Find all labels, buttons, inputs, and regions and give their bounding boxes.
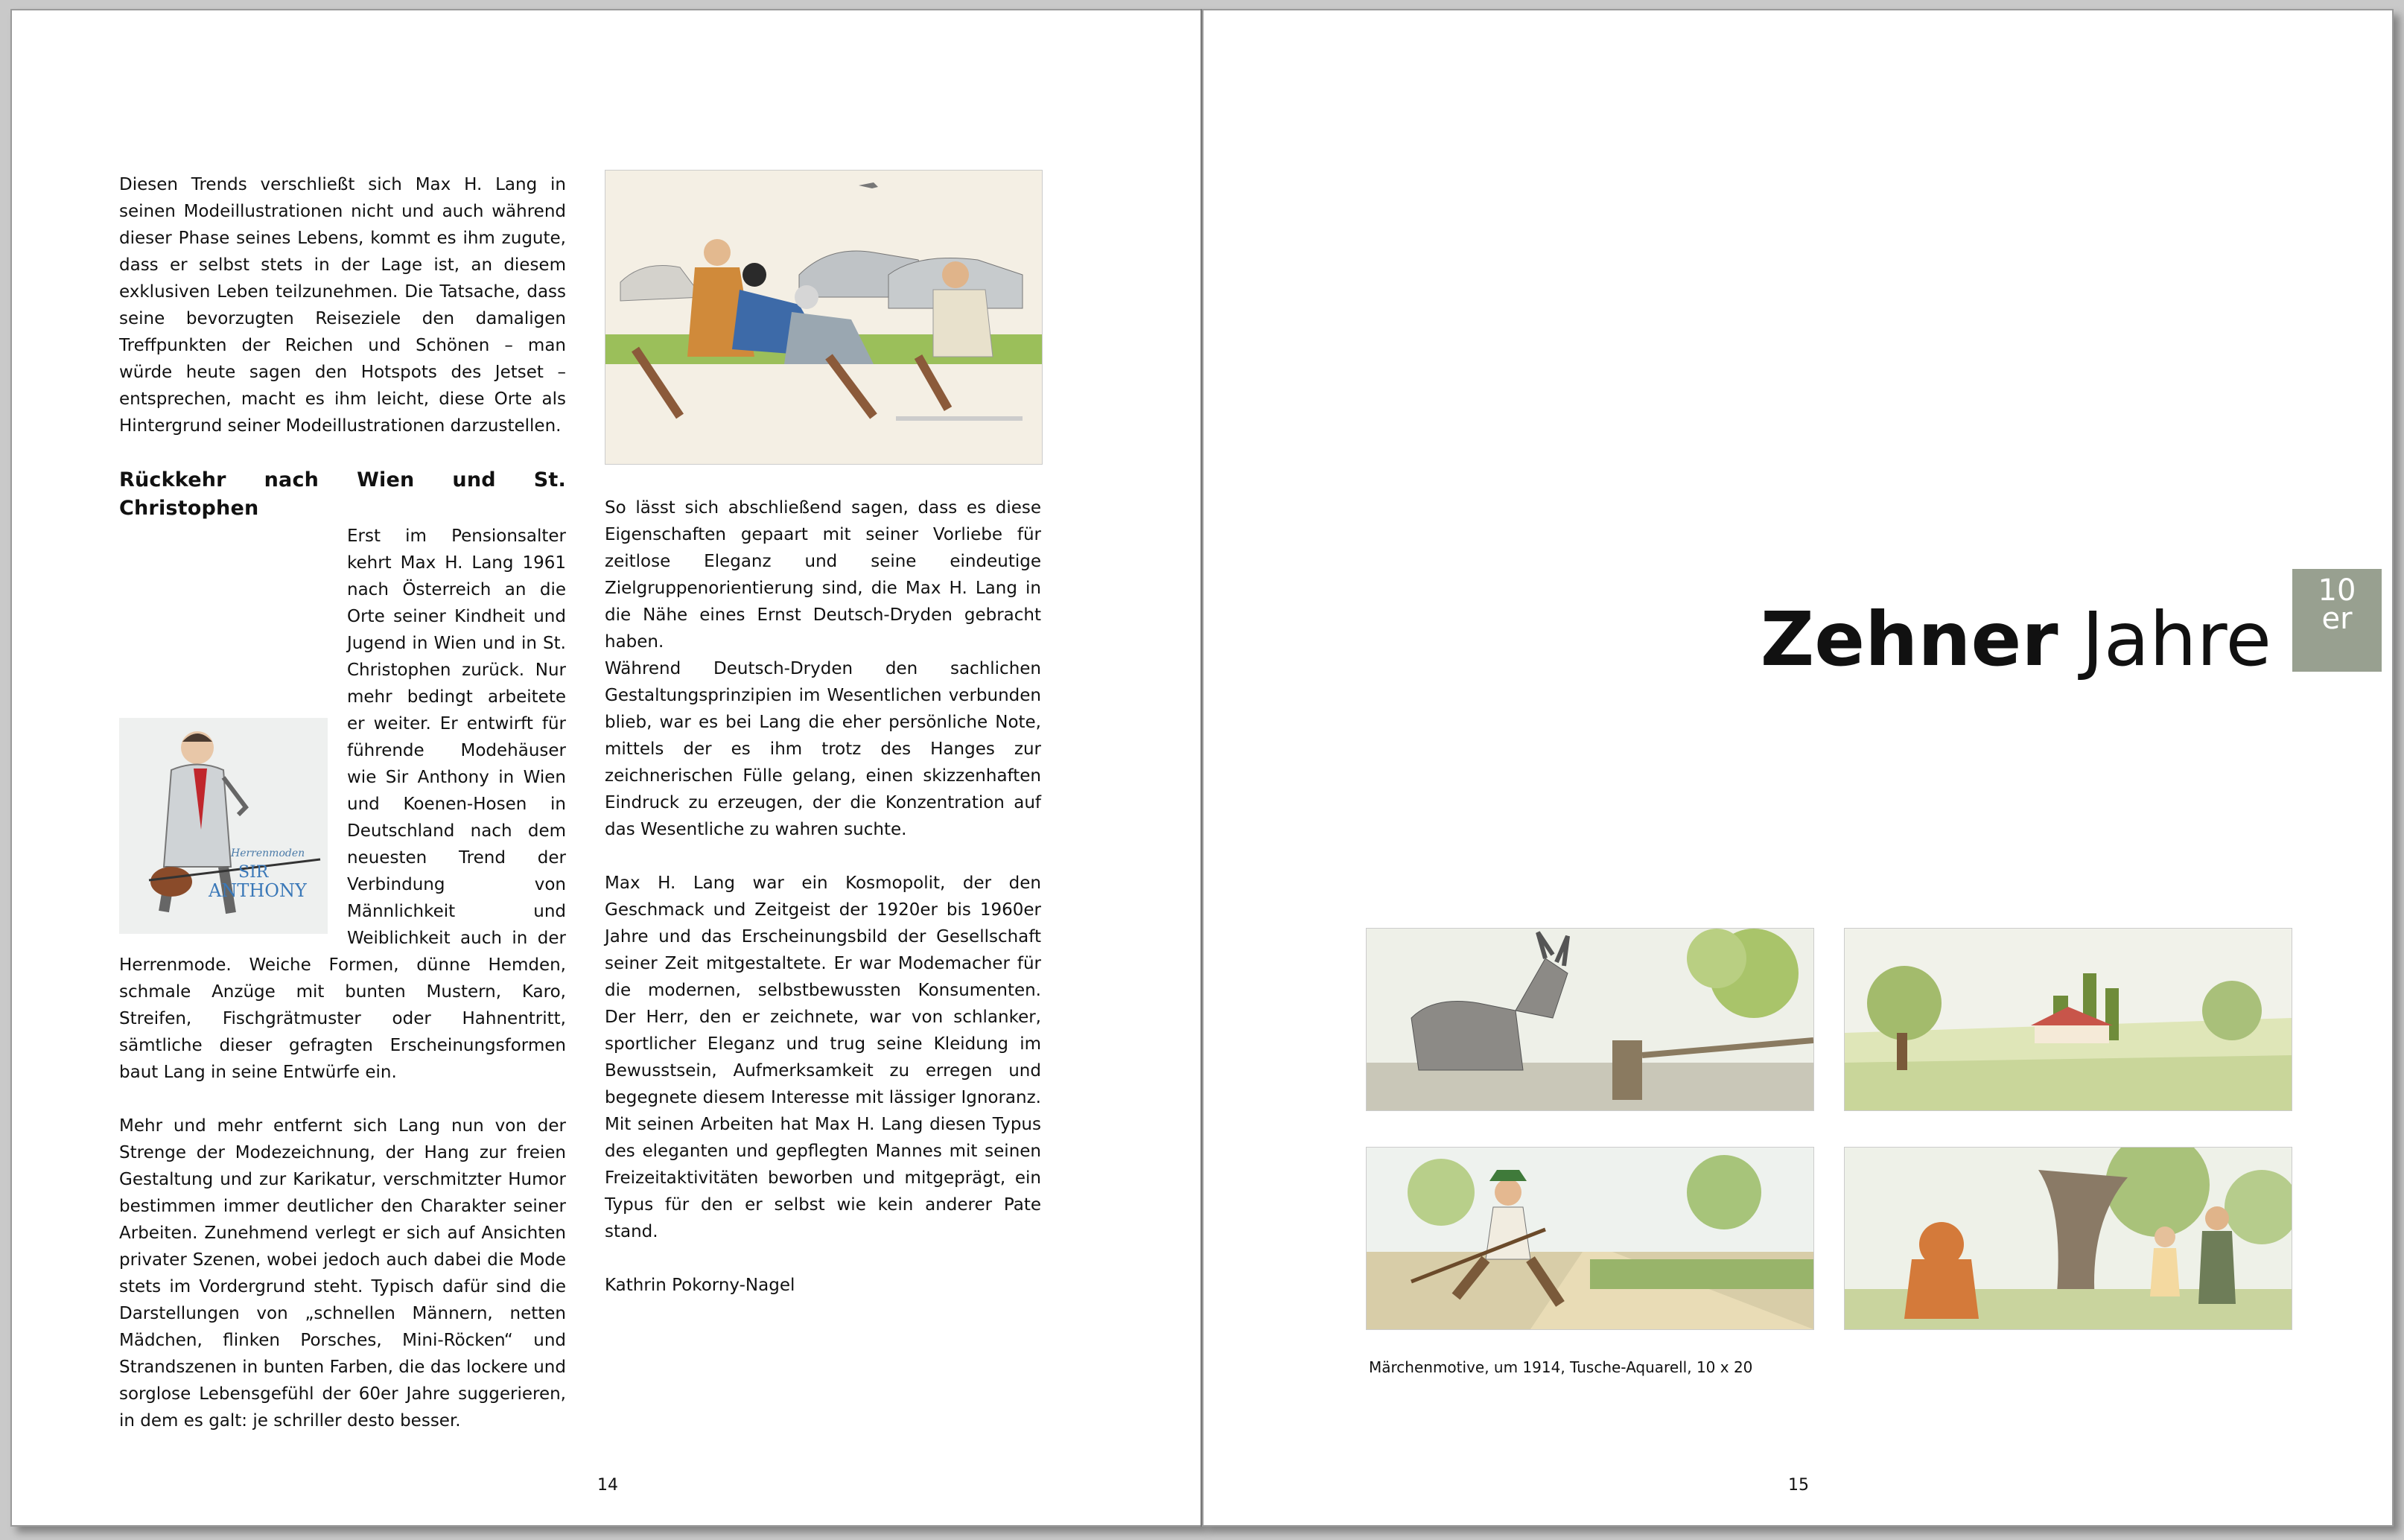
paragraph xyxy=(119,523,566,1086)
paragraph: Während Deutsch-Dryden den sachlichen Gestaltungsprinzipien im Wesentlichen verbunden blieb, war es bei Lang die eher persönliche Note, mittels der es ihm trotz des Hanges zur zeichnerischen Fülle gelang, einen skizzenhaften Eindruck zu erzeugen, der die Konzentration auf das Wesentliche zu wahren suchte. xyxy=(605,659,1041,839)
chapter-tab xyxy=(2292,569,2382,672)
left-column xyxy=(119,171,566,1434)
right-column xyxy=(605,494,1041,1299)
page-number: 14 xyxy=(597,1476,618,1495)
ad-brand-sir: SIR xyxy=(238,863,269,882)
chapter-tab-number: 10 xyxy=(2318,573,2356,608)
page-number: 15 xyxy=(1788,1476,1809,1495)
beach-scene-illustration xyxy=(605,170,1043,465)
chapter-tab-suffix: er xyxy=(2321,602,2353,636)
donkey-illustration xyxy=(1366,928,1814,1111)
paragraph-text: Erst im Pensionsalter kehrt Max H. Lang 1961 nach Österreich an die Orte seiner Kindheit und Jugend in Wien und in St. Christophen zurück. Nur mehr bedingt arbeitete er weiter. Er entwirft für führende Modehäuser wie Sir Anthony in Wien und Koenen-Hosen in Deutschland nach dem neuesten Trend der Verbindung von Männlichkeit und Weiblichkeit auch in der Herrenmode. Weiche Formen, dünne Hemden, schmale Anzüge mit bunten Mustern, Karo, Streifen, Fischgrätmuster oder Hahnentritt, sämtliche dieser gefragten Erscheinungsformen baut Lang in seine Entwürfe ein. xyxy=(119,526,566,1082)
chapter-title-bold: Zehner xyxy=(1760,596,2058,683)
ad-brand-anthony: ANTHONY xyxy=(209,880,307,901)
figure-caption: Märchenmotive, um 1914, Tusche-Aquarell, 10 x 20 xyxy=(1369,1358,1753,1376)
right-page xyxy=(1202,9,2394,1527)
bear-and-children-illustration xyxy=(1844,1147,2292,1330)
section-heading: Rückkehr nach Wien und St. Christophen xyxy=(119,468,566,520)
paragraph-with-figure xyxy=(119,523,566,1086)
sir-anthony-ad-image xyxy=(119,718,328,934)
paragraph: Diesen Trends verschließt sich Max H. Lang in seinen Modeillustrationen nicht und auch während dieser Phase seines Lebens, kommt es ihm zugute, dass er selbst stets in der Lage ist, an diesem exklusiven Leben teilzunehmen. Die Tatsache, dass seine bevorzugten Reiseziele den damaligen Treffpunkten der Reichen und Schönen – man würde heute sagen den Hotspots des Jetset – entsprechen, macht es ihm leicht, diese Orte als Hintergrund seiner Modeillustrationen darzustellen. xyxy=(119,175,566,436)
ad-brand-small: Herrenmoden xyxy=(231,847,305,859)
left-page xyxy=(10,9,1202,1527)
village-landscape-illustration xyxy=(1844,928,2292,1111)
author-signature: Kathrin Pokorny-Nagel xyxy=(605,1276,795,1295)
running-boy-illustration xyxy=(1366,1147,1814,1330)
paragraph: Mehr und mehr entfernt sich Lang nun von der Strenge der Modezeichnung, der Hang zur freien Gestaltung und zur Karikatur, verschmitzter Humor bestimmen immer deutlicher den Charakter seiner Arbeiten. Zunehmend verlegt er sich auf Ansichten privater Szenen, wobei jedoch auch dabei die Mode stets im Vordergrund steht. Typisch dafür sind die Darstellungen von „schnellen Männern, netten Mädchen, flinken Porsches, Mini-Röcken“ und Strandszenen in bunten Farben, die das lockere und sorglose Lebensgefühl der 60er Jahre suggerieren, in dem es galt: je schriller desto besser. xyxy=(119,1116,566,1431)
paragraph: Max H. Lang war ein Kosmopolit, der den Geschmack und Zeitgeist der 1920er bis 1960er Jahre und das Erscheinungsbild der Gesellschaft seiner Zeit mitgestaltete. Er war Modemacher für die modernen, selbstbewussten Konsumenten. Der Herr, den er zeichnete, war von schlanker, sportlicher Eleganz und trug seine Kleidung im Bewusstsein, Aufmerksamkeit zu erregen und begegnete diesem Interesse mit lässiger Ignoranz. Mit seinen Arbeiten hat Max H. Lang diesen Typus des eleganten und gepflegten Mannes mit seinen Freizeitaktivitäten beworben und mitgeprägt, ein Typus für den er selbst wie kein anderer Pate stand. xyxy=(605,874,1041,1241)
chapter-title-light: Jahre xyxy=(2082,596,2271,683)
paragraph: So lässt sich abschließend sagen, dass es diese Eigenschaften gepaart mit seiner Vorliebe für zeitlose Eleganz und seine eindeutige Zielgruppenorientierung sind, die Max H. Lang in die Nähe eines Ernst Deutsch-Dryden gebracht haben. xyxy=(605,498,1041,652)
chapter-title xyxy=(1760,596,2271,683)
